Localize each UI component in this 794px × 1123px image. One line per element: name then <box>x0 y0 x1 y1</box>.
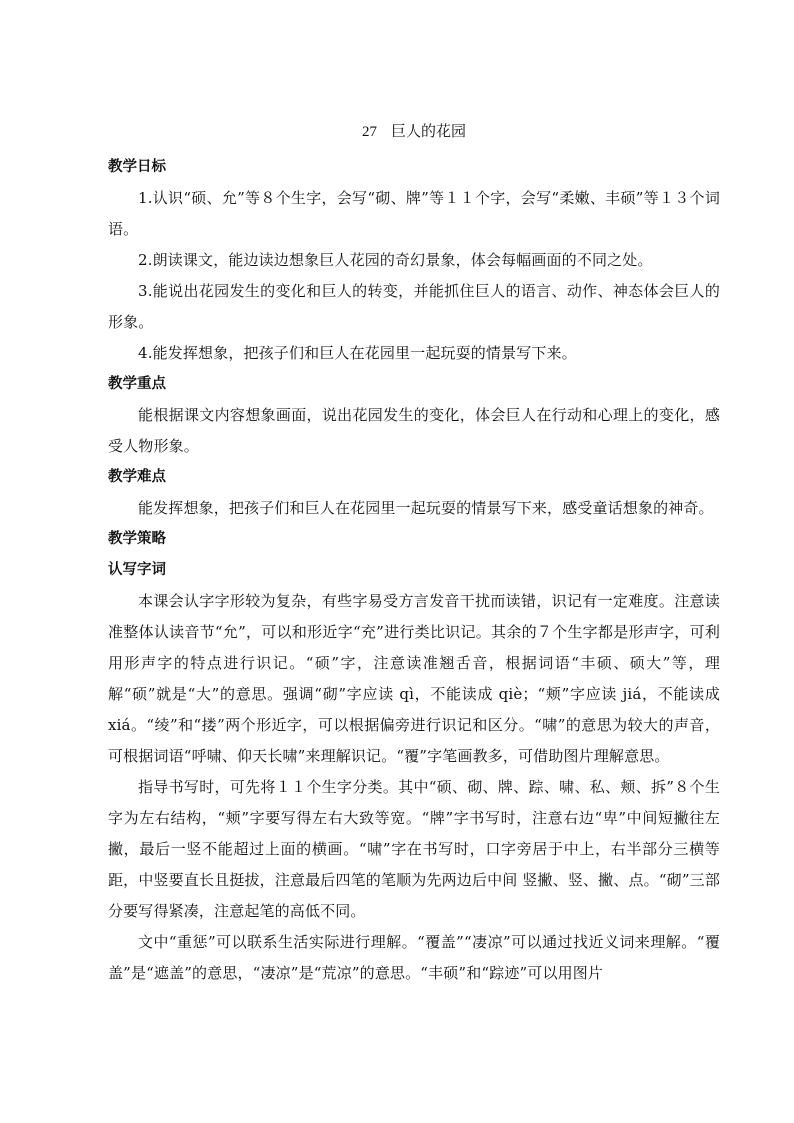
goal-item-1: 1.认识“硕、允”等８个生字，会写“砌、牌”等１１个字，会写“柔嫩、丰硕”等１３个词语。 <box>108 189 720 238</box>
words-paragraph-3: 文中“重惩”可以联系生活实际进行理解。“覆盖”“凄凉”可以通过找近义词来理解。“覆盖”是“遮盖”的意思，“凄凉”是“荒凉”的意思。“丰硕”和“踪迹”可以用图片 <box>108 933 720 982</box>
goal-item-3: 3.能说出花园发生的变化和巨人的转变，并能抓住巨人的语言、动作、神态体会巨人的形象。 <box>108 282 720 331</box>
lesson-title-text: 巨人的花园 <box>390 122 466 140</box>
lesson-title <box>108 118 720 144</box>
goal-item-2: 2.朗读课文，能边读边想象巨人花园的奇幻景象，体会每幅画面的不同之处。 <box>138 251 653 269</box>
goal-item-4: 4.能发挥想象，把孩子们和巨人在花园里一起玩耍的情景写下来。 <box>138 344 577 362</box>
key-points-heading: 教学重点 <box>108 376 166 392</box>
document-body <box>108 118 720 989</box>
words-heading: 认写字词 <box>108 562 166 578</box>
difficulty-text: 能发挥想象，把孩子们和巨人在花园里一起玩耍的情景写下来，感受童话想象的神奇。 <box>138 499 714 517</box>
lesson-number: 27 <box>361 124 377 140</box>
difficulty-heading: 教学难点 <box>108 469 166 485</box>
goals-heading: 教学日标 <box>108 159 166 175</box>
strategy-heading: 教学策略 <box>108 531 166 547</box>
words-paragraph-1: 本课会认字字形较为复杂，有些字易受方言发音干扰而读错，识记有一定难度。注意读准整体认读音节“允”，可以和形近字“充”进行类比识记。其余的７个生字都是形声字，可利用形声字的特点进行识记。“硕”字，注意读准翘舌音，根据词语“丰硕、硕大”等，理解“硕”就是“大”的意思。强调“砌”字应读 qì，不能读成 qiè；“颊”字应读 jiá，不能读成 xiá。“绫”和“搂”两个形近字，可以根据偏旁进行识记和区分。“啸”的意思为较大的声音，可根据词语“呼啸、仰天长啸”来理解识记。“覆”字笔画教多，可借助图片理解意思。 <box>108 592 720 765</box>
words-paragraph-2: 指导书写时，可先将１１个生字分类。其中“硕、砌、牌、踪、啸、私、颊、拆”８个生字为左右结构，“颊”字要写得左右大致等宽。“牌”字书写时，注意右边“卑”中间短撇往左撇，最后一竖不能超过上面的横画。“啸”字在书写时，口字旁居于中上，右半部分三横等距，中竖要直长且挺拔，注意最后四笔的笔顺为先两边后中间 竖撇、竖、撇、点。“砌”三部分要写得紧凑，注意起笔的高低不同。 <box>108 778 720 920</box>
key-points-text: 能根据课文内容想象画面，说出花园发生的变化，体会巨人在行动和心理上的变化，感受人物形象。 <box>108 406 720 455</box>
